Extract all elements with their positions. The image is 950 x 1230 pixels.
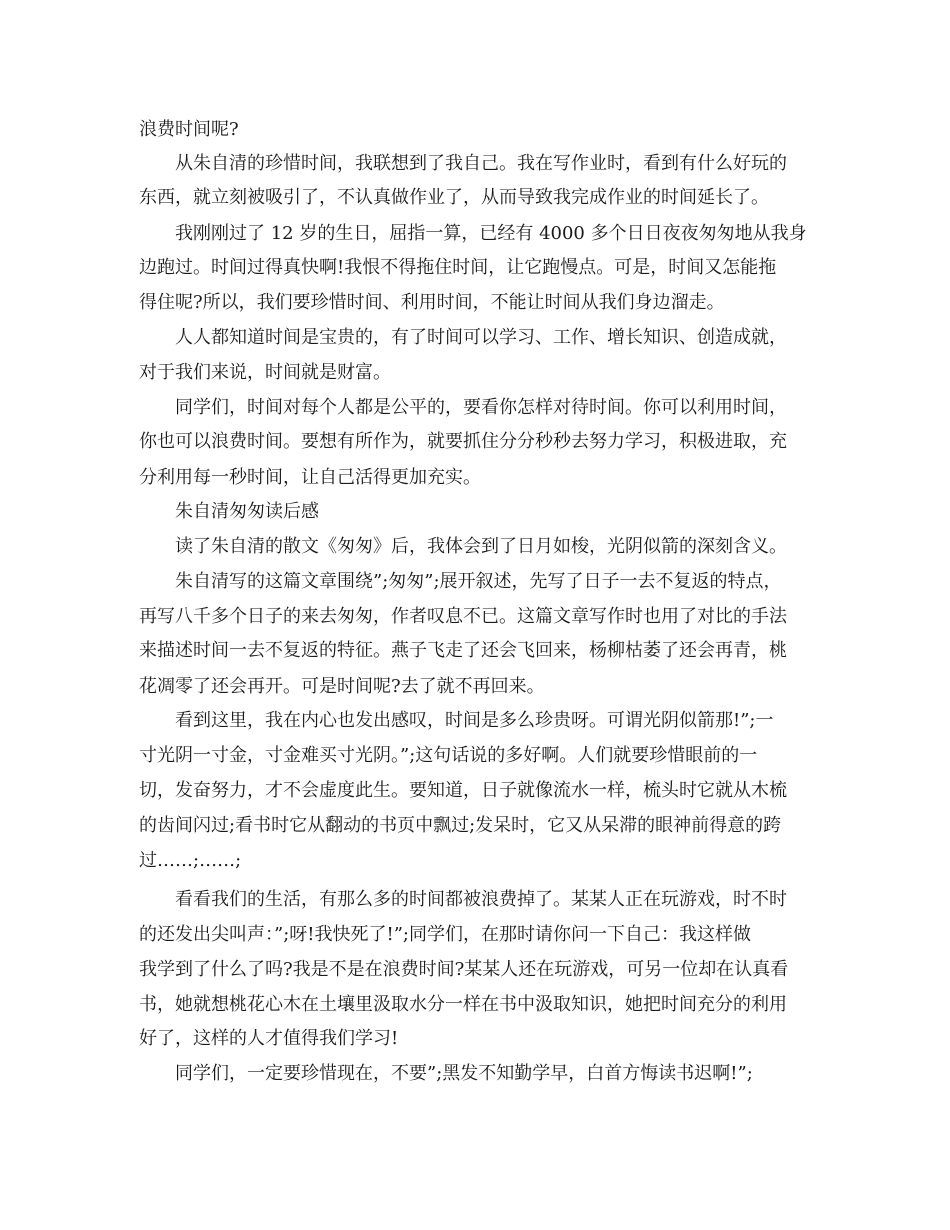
text-line: 边跑过。时间过得真快啊!我恨不得拖住时间，让它跑慢点。可是，时间又怎能拖 [139,257,777,278]
text-line: 切，发奋努力，才不会虚度此生。要知道，日子就像流水一样，梳头时它就从木梳 [139,780,787,801]
text-line: 我学到了什么了吗?我是不是在浪费时间?某某人还在玩游戏，可另一位却在认真看 [139,959,789,980]
text-line: 分利用每一秒时间，让自己活得更加充实。 [139,467,481,488]
text-line: 读了朱自清的散文《匆匆》后，我体会到了日月如梭，光阴似箭的深刻含义。 [175,536,787,557]
text-line: 看看我们的生活，有那么多的时间都被浪费掉了。某某人正在玩游戏，时不时 [175,889,787,910]
text-line: 同学们，时间对每个人都是公平的，要看你怎样对待时间。你可以利用时间， [175,397,787,418]
text-line: 的还发出尖叫声：”;呀!我快死了!”;同学们，在那时请你问一下自己：我这样做 [139,924,751,945]
text-line: 花凋零了还会再开。可是时间呢?去了就不再回来。 [139,676,545,697]
text-line: 我刚刚过了 12 岁的生日，屈指一算，已经有 4000 多个日日夜夜匆匆地从我身 [175,223,807,244]
text-line: 好了，这样的人才值得我们学习! [139,1028,399,1049]
text-line: 寸光阴一寸金，寸金难买寸光阴。”;这句话说的多好啊。人们就要珍惜眼前的一 [139,745,758,766]
text-line: 得住呢?所以，我们要珍惜时间、利用时间，不能让时间从我们身边溜走。 [139,292,725,313]
text-line: 来描述时间一去不复返的特征。燕子飞走了还会飞回来，杨柳枯萎了还会再青，桃 [139,640,787,661]
text-line: 再写八千多个日子的来去匆匆，作者叹息不已。这篇文章写作时也用了对比的手法 [139,606,787,627]
text-line: 从朱自清的珍惜时间，我联想到了我自己。我在写作业时，看到有什么好玩的 [175,153,787,174]
section-heading: 朱自清匆匆读后感 [175,501,319,522]
text-line: 你也可以浪费时间。要想有所作为，就要抓住分分秒秒去努力学习，积极进取，充 [139,431,787,452]
text-line: 人人都知道时间是宝贵的，有了时间可以学习、工作、增长知识、创造成就， [175,327,787,348]
text-line: 浪费时间呢? [139,119,239,140]
text-line: 书，她就想桃花心木在土壤里汲取水分一样在书中汲取知识，她把时间充分的利用 [139,994,787,1015]
text-line: 朱自清写的这篇文章围绕”;匆匆”;展开叙述，先写了日子一去不复返的特点， [175,571,782,592]
text-line: 的齿间闪过;看书时它从翻动的书页中飘过;发呆时，它又从呆滞的眼神前得意的跨 [139,815,782,836]
text-line: 对于我们来说，时间就是财富。 [139,362,391,383]
text-line: 东西，就立刻被吸引了，不认真做作业了，从而导致我完成作业的时间延长了。 [139,187,769,208]
text-line: 看到这里，我在内心也发出感叹，时间是多么珍贵呀。可谓光阴似箭那!”;一 [175,710,774,731]
text-line: 过……;……; [139,850,242,871]
text-line: 同学们，一定要珍惜现在，不要”;黑发不知勤学早，白首方悔读书迟啊!”; [175,1063,753,1084]
